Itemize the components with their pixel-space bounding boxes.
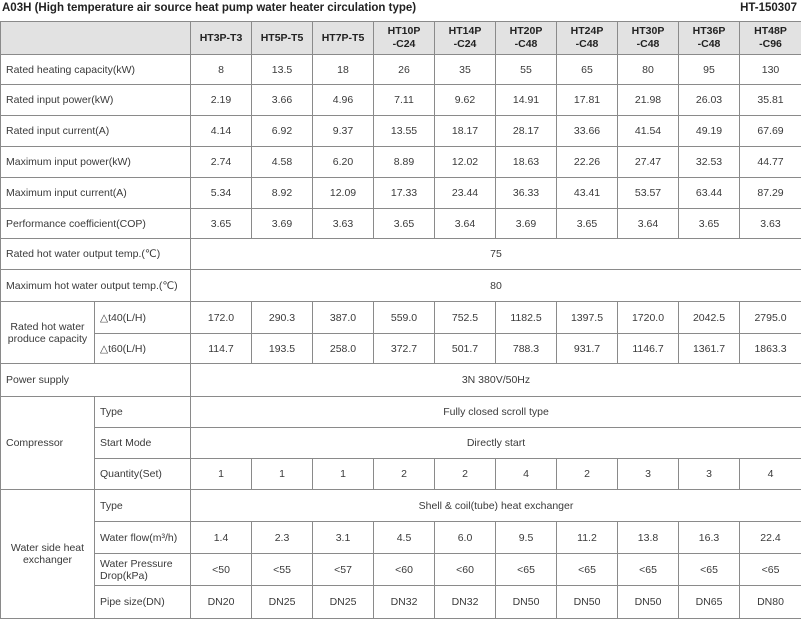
table-cell: 559.0	[374, 302, 435, 334]
table-cell: 3.69	[496, 209, 557, 239]
table-cell: 6.0	[435, 522, 496, 554]
row-label: Maximum input power(kW)	[1, 147, 191, 178]
table-cell: 3	[679, 459, 740, 490]
sub-label: Type	[95, 490, 191, 522]
row-label: Rated hot water output temp.(℃)	[1, 239, 191, 270]
table-cell: Directly start	[191, 428, 801, 459]
sub-label: Water Pressure Drop(kPa)	[95, 554, 191, 586]
table-cell: 1146.7	[618, 334, 679, 364]
table-cell: <65	[557, 554, 618, 586]
sheet-title: A03H (High temperature air source heat pump water heater circulation type)	[2, 2, 416, 14]
spec-row	[1, 459, 801, 490]
table-cell: 17.33	[374, 178, 435, 209]
table-cell: 9.37	[313, 116, 374, 147]
table-cell: 2.3	[252, 522, 313, 554]
table-cell: 2042.5	[679, 302, 740, 334]
table-cell: 26.03	[679, 85, 740, 116]
table-cell: 4.5	[374, 522, 435, 554]
table-cell: 6.20	[313, 147, 374, 178]
table-cell: 3	[618, 459, 679, 490]
table-cell: 23.44	[435, 178, 496, 209]
table-cell: 3.65	[679, 209, 740, 239]
model-header: HT30P -C48	[618, 22, 679, 55]
table-cell: 13.5	[252, 55, 313, 85]
table-cell: Shell & coil(tube) heat exchanger	[191, 490, 801, 522]
table-cell: 752.5	[435, 302, 496, 334]
sub-label: Pipe size(DN)	[95, 586, 191, 619]
model-header: HT5P-T5	[252, 22, 313, 55]
table-cell: 4.14	[191, 116, 252, 147]
table-cell: 35.81	[740, 85, 801, 116]
table-cell: <65	[740, 554, 801, 586]
sub-label: Start Mode	[95, 428, 191, 459]
table-cell: <65	[618, 554, 679, 586]
table-cell: 3N 380V/50Hz	[191, 364, 801, 397]
table-cell: 5.34	[191, 178, 252, 209]
row-label: Rated input power(kW)	[1, 85, 191, 116]
table-cell: 1720.0	[618, 302, 679, 334]
table-cell: 17.81	[557, 85, 618, 116]
table-cell: 3.65	[374, 209, 435, 239]
spec-row	[1, 428, 801, 459]
table-cell: 1	[191, 459, 252, 490]
table-cell: 130	[740, 55, 801, 85]
table-cell: 372.7	[374, 334, 435, 364]
sub-label: Water flow(m³/h)	[95, 522, 191, 554]
table-cell: <65	[496, 554, 557, 586]
table-cell: DN50	[557, 586, 618, 619]
table-cell: 32.53	[679, 147, 740, 178]
spec-row	[1, 522, 801, 554]
table-cell: 65	[557, 55, 618, 85]
table-cell: 95	[679, 55, 740, 85]
table-cell: 1	[252, 459, 313, 490]
table-cell: DN25	[252, 586, 313, 619]
table-cell: 2	[557, 459, 618, 490]
table-cell: 8.89	[374, 147, 435, 178]
spec-row	[1, 586, 801, 619]
table-cell: 55	[496, 55, 557, 85]
table-cell: 931.7	[557, 334, 618, 364]
table-cell: 4.96	[313, 85, 374, 116]
table-cell: 26	[374, 55, 435, 85]
spec-row	[1, 116, 801, 147]
table-cell: 3.66	[252, 85, 313, 116]
spec-row	[1, 554, 801, 586]
model-header: HT48P -C96	[740, 22, 801, 55]
table-cell: <55	[252, 554, 313, 586]
table-cell: 1.4	[191, 522, 252, 554]
table-cell: 18.17	[435, 116, 496, 147]
spec-row	[1, 239, 801, 270]
table-cell: 2	[435, 459, 496, 490]
table-cell: 49.19	[679, 116, 740, 147]
table-cell: 8	[191, 55, 252, 85]
table-cell: <65	[679, 554, 740, 586]
sheet-header	[0, 0, 801, 20]
table-cell: 18.63	[496, 147, 557, 178]
spec-row	[1, 209, 801, 239]
table-cell: 21.98	[618, 85, 679, 116]
row-label: Rated heating capacity(kW)	[1, 55, 191, 85]
table-cell: DN20	[191, 586, 252, 619]
model-header: HT10P -C24	[374, 22, 435, 55]
table-cell: 4.58	[252, 147, 313, 178]
group-label: Rated hot water produce capacity	[1, 302, 95, 364]
sub-label: Quantity(Set)	[95, 459, 191, 490]
table-cell: 788.3	[496, 334, 557, 364]
spec-row	[1, 364, 801, 397]
table-cell: 3.64	[435, 209, 496, 239]
table-cell: <57	[313, 554, 374, 586]
table-cell: 75	[191, 239, 801, 270]
sheet-code: HT-150307	[740, 2, 797, 14]
table-cell: 1863.3	[740, 334, 801, 364]
table-cell: 290.3	[252, 302, 313, 334]
table-cell: 6.92	[252, 116, 313, 147]
table-cell: 7.11	[374, 85, 435, 116]
table-cell: DN25	[313, 586, 374, 619]
table-cell: 8.92	[252, 178, 313, 209]
table-cell: 1361.7	[679, 334, 740, 364]
table-cell: 43.41	[557, 178, 618, 209]
table-cell: 53.57	[618, 178, 679, 209]
row-label: Maximum input current(A)	[1, 178, 191, 209]
table-cell: 2795.0	[740, 302, 801, 334]
table-cell: 33.66	[557, 116, 618, 147]
table-cell: 16.3	[679, 522, 740, 554]
table-cell: 1	[313, 459, 374, 490]
table-cell: 2.74	[191, 147, 252, 178]
spec-row	[1, 334, 801, 364]
table-cell: DN50	[618, 586, 679, 619]
table-cell: 13.8	[618, 522, 679, 554]
table-cell: 9.62	[435, 85, 496, 116]
table-cell: DN65	[679, 586, 740, 619]
table-cell: 3.65	[191, 209, 252, 239]
table-cell: Fully closed scroll type	[191, 397, 801, 428]
table-cell: DN32	[374, 586, 435, 619]
table-cell: 63.44	[679, 178, 740, 209]
table-cell: 13.55	[374, 116, 435, 147]
spec-row	[1, 85, 801, 116]
spec-row	[1, 490, 801, 522]
table-cell: 27.47	[618, 147, 679, 178]
table-cell: 3.64	[618, 209, 679, 239]
table-cell: 4	[740, 459, 801, 490]
table-cell: 18	[313, 55, 374, 85]
row-label: Rated input current(A)	[1, 116, 191, 147]
row-label: Performance coefficient(COP)	[1, 209, 191, 239]
table-cell: <50	[191, 554, 252, 586]
spec-row	[1, 55, 801, 85]
table-cell: 80	[618, 55, 679, 85]
spec-row	[1, 270, 801, 302]
table-cell: 3.65	[557, 209, 618, 239]
row-label: Maximum hot water output temp.(℃)	[1, 270, 191, 302]
table-cell: 80	[191, 270, 801, 302]
table-cell: 9.5	[496, 522, 557, 554]
table-cell: 41.54	[618, 116, 679, 147]
table-cell: DN50	[496, 586, 557, 619]
table-cell: 3.63	[313, 209, 374, 239]
table-cell: 3.1	[313, 522, 374, 554]
spec-row	[1, 178, 801, 209]
table-cell: 87.29	[740, 178, 801, 209]
model-header: HT7P-T5	[313, 22, 374, 55]
table-cell: 12.02	[435, 147, 496, 178]
table-cell: 67.69	[740, 116, 801, 147]
table-cell: 35	[435, 55, 496, 85]
table-cell: 36.33	[496, 178, 557, 209]
sub-label: Type	[95, 397, 191, 428]
model-header: HT20P -C48	[496, 22, 557, 55]
table-cell: DN32	[435, 586, 496, 619]
table-cell: 22.26	[557, 147, 618, 178]
table-cell: 3.63	[740, 209, 801, 239]
table-cell: 3.69	[252, 209, 313, 239]
table-cell: 501.7	[435, 334, 496, 364]
table-cell: 44.77	[740, 147, 801, 178]
table-cell: <60	[374, 554, 435, 586]
model-header: HT36P -C48	[679, 22, 740, 55]
sub-label: △t40(L/H)	[95, 302, 191, 334]
table-cell: 172.0	[191, 302, 252, 334]
table-cell: 4	[496, 459, 557, 490]
table-cell: 1182.5	[496, 302, 557, 334]
sub-label: △t60(L/H)	[95, 334, 191, 364]
table-cell: 258.0	[313, 334, 374, 364]
table-cell: <60	[435, 554, 496, 586]
spec-row	[1, 397, 801, 428]
table-cell: 114.7	[191, 334, 252, 364]
model-header: HT14P -C24	[435, 22, 496, 55]
spec-row	[1, 302, 801, 334]
model-header: HT24P -C48	[557, 22, 618, 55]
table-cell: 28.17	[496, 116, 557, 147]
table-cell: 1397.5	[557, 302, 618, 334]
table-header-row	[1, 22, 801, 55]
table-cell: 193.5	[252, 334, 313, 364]
table-cell: 14.91	[496, 85, 557, 116]
spec-row	[1, 147, 801, 178]
table-cell: 12.09	[313, 178, 374, 209]
row-label: Power supply	[1, 364, 191, 397]
table-cell: 2.19	[191, 85, 252, 116]
group-label: Water side heat exchanger	[1, 490, 95, 619]
table-cell: 387.0	[313, 302, 374, 334]
spec-table	[0, 21, 801, 619]
corner-cell	[1, 22, 191, 55]
table-cell: DN80	[740, 586, 801, 619]
table-cell: 2	[374, 459, 435, 490]
table-cell: 11.2	[557, 522, 618, 554]
model-header: HT3P-T3	[191, 22, 252, 55]
group-label: Compressor	[1, 397, 95, 490]
table-cell: 22.4	[740, 522, 801, 554]
